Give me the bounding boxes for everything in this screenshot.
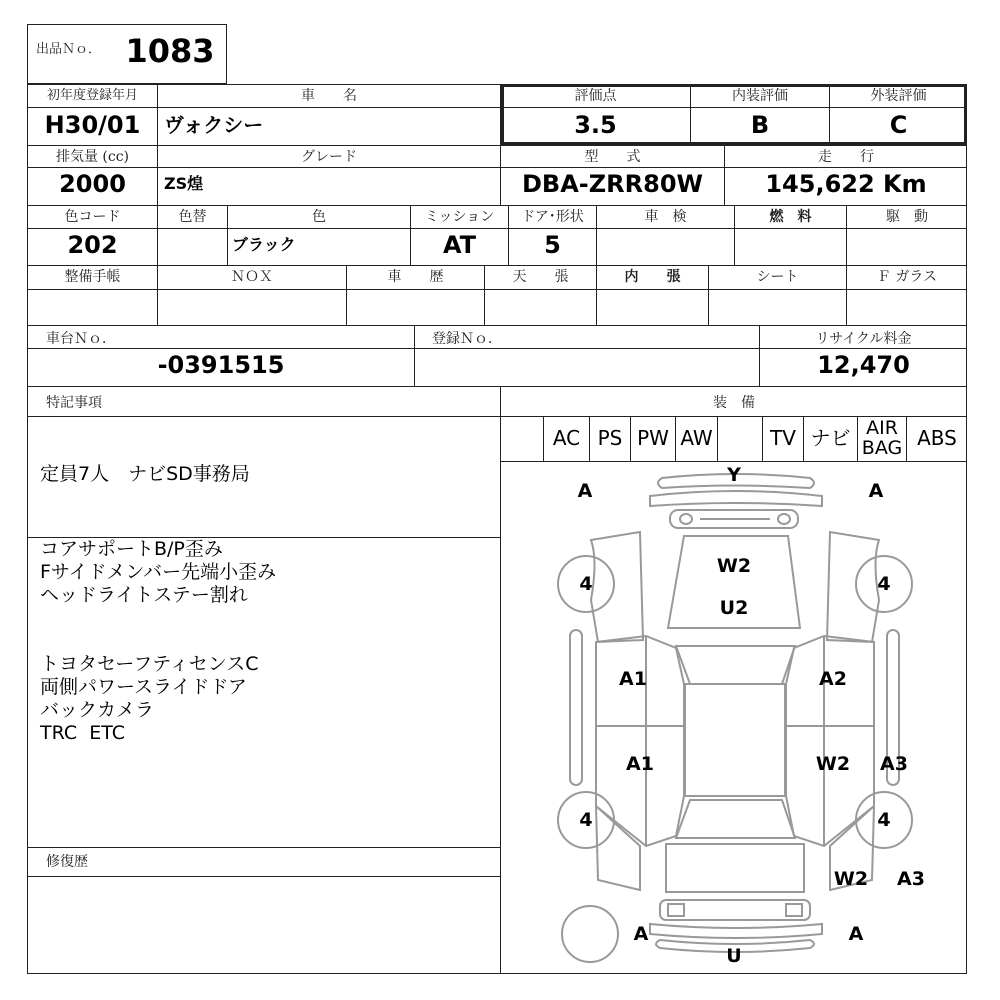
mark-rear-left: A [633, 923, 649, 945]
reg-date-value: H30/01 [44, 111, 141, 139]
feature-notes: トヨタセーフティセンスC 両側パワースライドドア バックカメラ TRC ETC [40, 653, 259, 744]
fuel-label: 燃 料 [769, 209, 812, 225]
special-note-line: 定員7人 ナビSD事務局 [40, 463, 250, 485]
model-code-value: DBA-ZRR80W [522, 170, 703, 198]
mark-tire-front-left: 4 [579, 573, 593, 595]
reg-date-label: 初年度登録年月 [46, 88, 138, 103]
exterior-grade-value: C [889, 111, 908, 139]
car-name-value: ヴォクシー [164, 113, 264, 137]
interior-grade-value: B [750, 111, 770, 139]
mark-right-rear-fender-2: A3 [897, 868, 925, 890]
equipment-label: 装 備 [713, 395, 755, 411]
damage-notes: コアサポートB/P歪み Fサイドメンバー先端小歪み ヘッドライトステー割れ [40, 538, 277, 606]
recycle-fee-value: 12,470 [817, 351, 910, 379]
mark-hood-2: U2 [719, 597, 749, 619]
mark-rear-bumper: U [726, 945, 742, 967]
equip-aw: AW [680, 426, 713, 450]
exterior-grade-label: 外装評価 [870, 88, 927, 104]
mileage-label: 走 行 [818, 149, 874, 165]
displacement-label: 排気量 (cc) [55, 149, 130, 165]
seat-label: シート [756, 269, 799, 285]
mark-right-rear-door: W2 [815, 753, 851, 775]
drive-label: 駆 動 [886, 209, 928, 225]
lot-number-value: 1083 [125, 32, 215, 70]
door-value: 5 [544, 231, 561, 259]
mileage-value: 145,622 Km [765, 170, 927, 198]
equip-navi: ナビ [810, 426, 851, 450]
mark-tire-rear-right: 4 [877, 809, 891, 831]
mission-label: ミッション [424, 209, 495, 225]
mark-front-left: A [577, 480, 593, 502]
color-value: ブラック [232, 235, 296, 254]
car-history-label: 車 歴 [387, 269, 444, 285]
model-code-label: 型 式 [584, 149, 641, 165]
color-code-label: 色コード [64, 209, 121, 225]
color-label: 色 [312, 209, 326, 225]
color-code-value: 202 [67, 231, 118, 259]
front-glass-label: Ｆ ガラス [876, 269, 938, 285]
mark-tire-front-right: 4 [877, 573, 891, 595]
grade-value: ZS煌 [164, 174, 204, 193]
equip-tv: TV [770, 426, 796, 450]
interior-grade-label: 内装評価 [732, 88, 788, 104]
interior-lining-label: 内 張 [624, 269, 681, 285]
registration-number-label: 登録Ｎｏ． [432, 331, 502, 347]
maintenance-book-label: 整備手帳 [64, 269, 121, 285]
door-label: ドア･形状 [521, 209, 584, 225]
repair-history-label: 修復歴 [46, 854, 88, 870]
mission-value: AT [442, 231, 477, 259]
equip-airbag: AIR BAG [861, 417, 903, 459]
recycle-fee-label: リサイクル料金 [815, 331, 912, 347]
special-notes-label: 特記事項 [46, 395, 102, 411]
mark-left-front-door: A1 [619, 668, 647, 690]
car-damage-diagram [501, 462, 967, 974]
equip-pw: PW [637, 426, 669, 450]
repaint-label: 色替 [178, 209, 207, 225]
mark-right-side-bar: A3 [880, 753, 908, 775]
nox-label: ＮＯＸ [231, 269, 273, 285]
equip-abs: ABS [917, 426, 957, 450]
grade-label: グレード [301, 149, 357, 165]
mark-tire-rear-left: 4 [579, 809, 593, 831]
mark-front-right: A [868, 480, 884, 502]
equip-ps: PS [597, 426, 623, 450]
roof-lining-label: 天 張 [512, 269, 569, 285]
mark-right-front-door: A2 [819, 668, 847, 690]
score-value: 3.5 [574, 111, 617, 139]
lot-number-label: 出品Ｎｏ． [36, 42, 102, 57]
inspection-label: 車 検 [644, 209, 687, 225]
car-name-label: 車 名 [301, 88, 357, 104]
mark-rear-right: A [848, 923, 864, 945]
equip-ac: AC [552, 426, 581, 450]
chassis-number-label: 車台Ｎｏ． [46, 331, 116, 347]
chassis-number-value: -0391515 [157, 351, 285, 379]
mark-front-bumper: Y [727, 464, 741, 486]
score-label: 評価点 [574, 88, 617, 104]
mark-right-rear-fender-1: W2 [833, 868, 869, 890]
mark-hood-1: W2 [716, 555, 752, 577]
mark-left-rear-door: A1 [626, 753, 654, 775]
displacement-value: 2000 [59, 170, 126, 198]
